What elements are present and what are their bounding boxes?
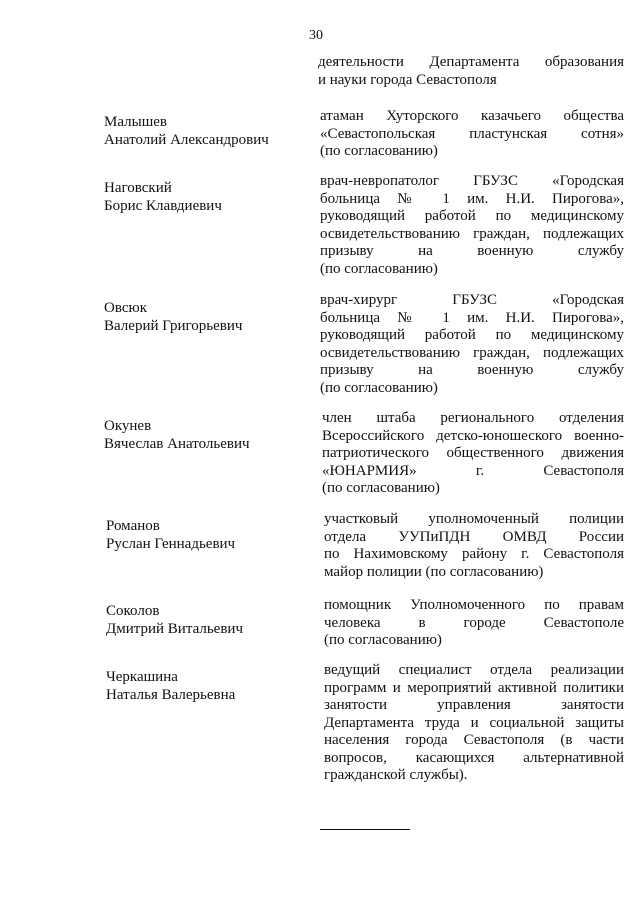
- description-line: больница № 1 им. Н.И. Пирогова»,: [320, 309, 624, 326]
- description-line: (по согласованию): [324, 632, 442, 648]
- continuation-line: и науки города Севастополя: [318, 71, 497, 88]
- description-line: призыву на военную службу: [320, 243, 624, 259]
- member-surname: Соколов: [106, 603, 160, 619]
- member-surname: Черкашина: [106, 669, 178, 685]
- member-given-names: Наталья Валерьевна: [106, 686, 236, 703]
- member-given-names: Дмитрий Витальевич: [106, 620, 243, 637]
- description-line: занятости управления занятости: [324, 697, 624, 713]
- description-line: майор полиции (по согласованию): [324, 563, 544, 580]
- member-description: [324, 662, 624, 785]
- description-line: населения города Севастополя (в части: [324, 732, 624, 748]
- member-given-names: Вячеслав Анатольевич: [104, 435, 250, 452]
- member-name: [104, 114, 314, 149]
- description-line: (по согласованию): [322, 480, 440, 496]
- description-line: врач-невропатолог ГБУЗС «Городская: [320, 173, 624, 189]
- description-line: «Севастопольская пластунская сотня»: [320, 125, 624, 142]
- member-name: [106, 518, 316, 553]
- description-line: призыву на военную службу: [320, 362, 624, 378]
- member-surname: Овсюк: [104, 300, 147, 316]
- description-line: атаман Хуторского казачьего общества: [320, 108, 624, 124]
- member-name: [104, 180, 314, 215]
- description-line: гражданской службы).: [324, 767, 468, 783]
- page-number: 30: [309, 28, 323, 43]
- description-line: по Нахимовскому району г. Севастополя: [324, 546, 624, 562]
- member-given-names: Борис Клавдиевич: [104, 197, 222, 214]
- member-given-names: Руслан Геннадьевич: [106, 535, 236, 552]
- description-line: освидетельствованию граждан, подлежащих: [320, 225, 624, 242]
- member-name: [104, 300, 314, 335]
- description-line: руководящий работой по медицинскому: [320, 327, 624, 343]
- continuation-line: деятельности Департамента образования: [318, 54, 624, 70]
- description-line: человека в городе Севастополе: [324, 614, 624, 631]
- member-name: [106, 669, 316, 704]
- member-given-names: Анатолий Александрович: [104, 131, 269, 148]
- member-surname: Романов: [106, 518, 160, 534]
- member-description: [324, 597, 624, 650]
- description-line: помощник Уполномоченного по правам: [324, 597, 624, 613]
- description-line: отдела УУПиПДН ОМВД России: [324, 528, 624, 545]
- member-description: [320, 292, 624, 397]
- description-line: (по согласованию): [320, 260, 438, 277]
- member-description: [320, 173, 624, 278]
- description-line: член штаба регионального отделения: [322, 410, 624, 426]
- description-line: участковый уполномоченный полиции: [324, 511, 624, 527]
- member-description: [324, 511, 624, 581]
- description-line: (по согласованию): [320, 143, 438, 159]
- member-surname: Наговский: [104, 180, 172, 196]
- continuation-text: [318, 54, 624, 89]
- member-name: [106, 603, 316, 638]
- description-line: патриотического общественного движения: [322, 445, 624, 461]
- member-description: [322, 410, 624, 498]
- member-description: [320, 108, 624, 161]
- member-surname: Окунев: [104, 418, 152, 434]
- member-given-names: Валерий Григорьевич: [104, 317, 243, 334]
- description-line: программ и мероприятий активной политики: [324, 679, 624, 696]
- description-line: ведущий специалист отдела реализации: [324, 662, 624, 678]
- description-line: (по согласованию): [320, 379, 438, 396]
- member-name: [104, 418, 314, 453]
- description-line: освидетельствованию граждан, подлежащих: [320, 344, 624, 361]
- description-line: вопросов, касающихся альтернативной: [324, 749, 624, 766]
- description-line: Департамента труда и социальной защиты: [324, 714, 624, 731]
- description-line: «ЮНАРМИЯ» г. Севастополя: [322, 462, 624, 479]
- description-line: Всероссийского детско-юношеского военно-: [322, 427, 624, 444]
- description-line: врач-хирург ГБУЗС «Городская: [320, 292, 624, 308]
- description-line: руководящий работой по медицинскому: [320, 208, 624, 224]
- footer-divider: [320, 829, 410, 830]
- member-surname: Малышев: [104, 114, 167, 130]
- description-line: больница № 1 им. Н.И. Пирогова»,: [320, 190, 624, 207]
